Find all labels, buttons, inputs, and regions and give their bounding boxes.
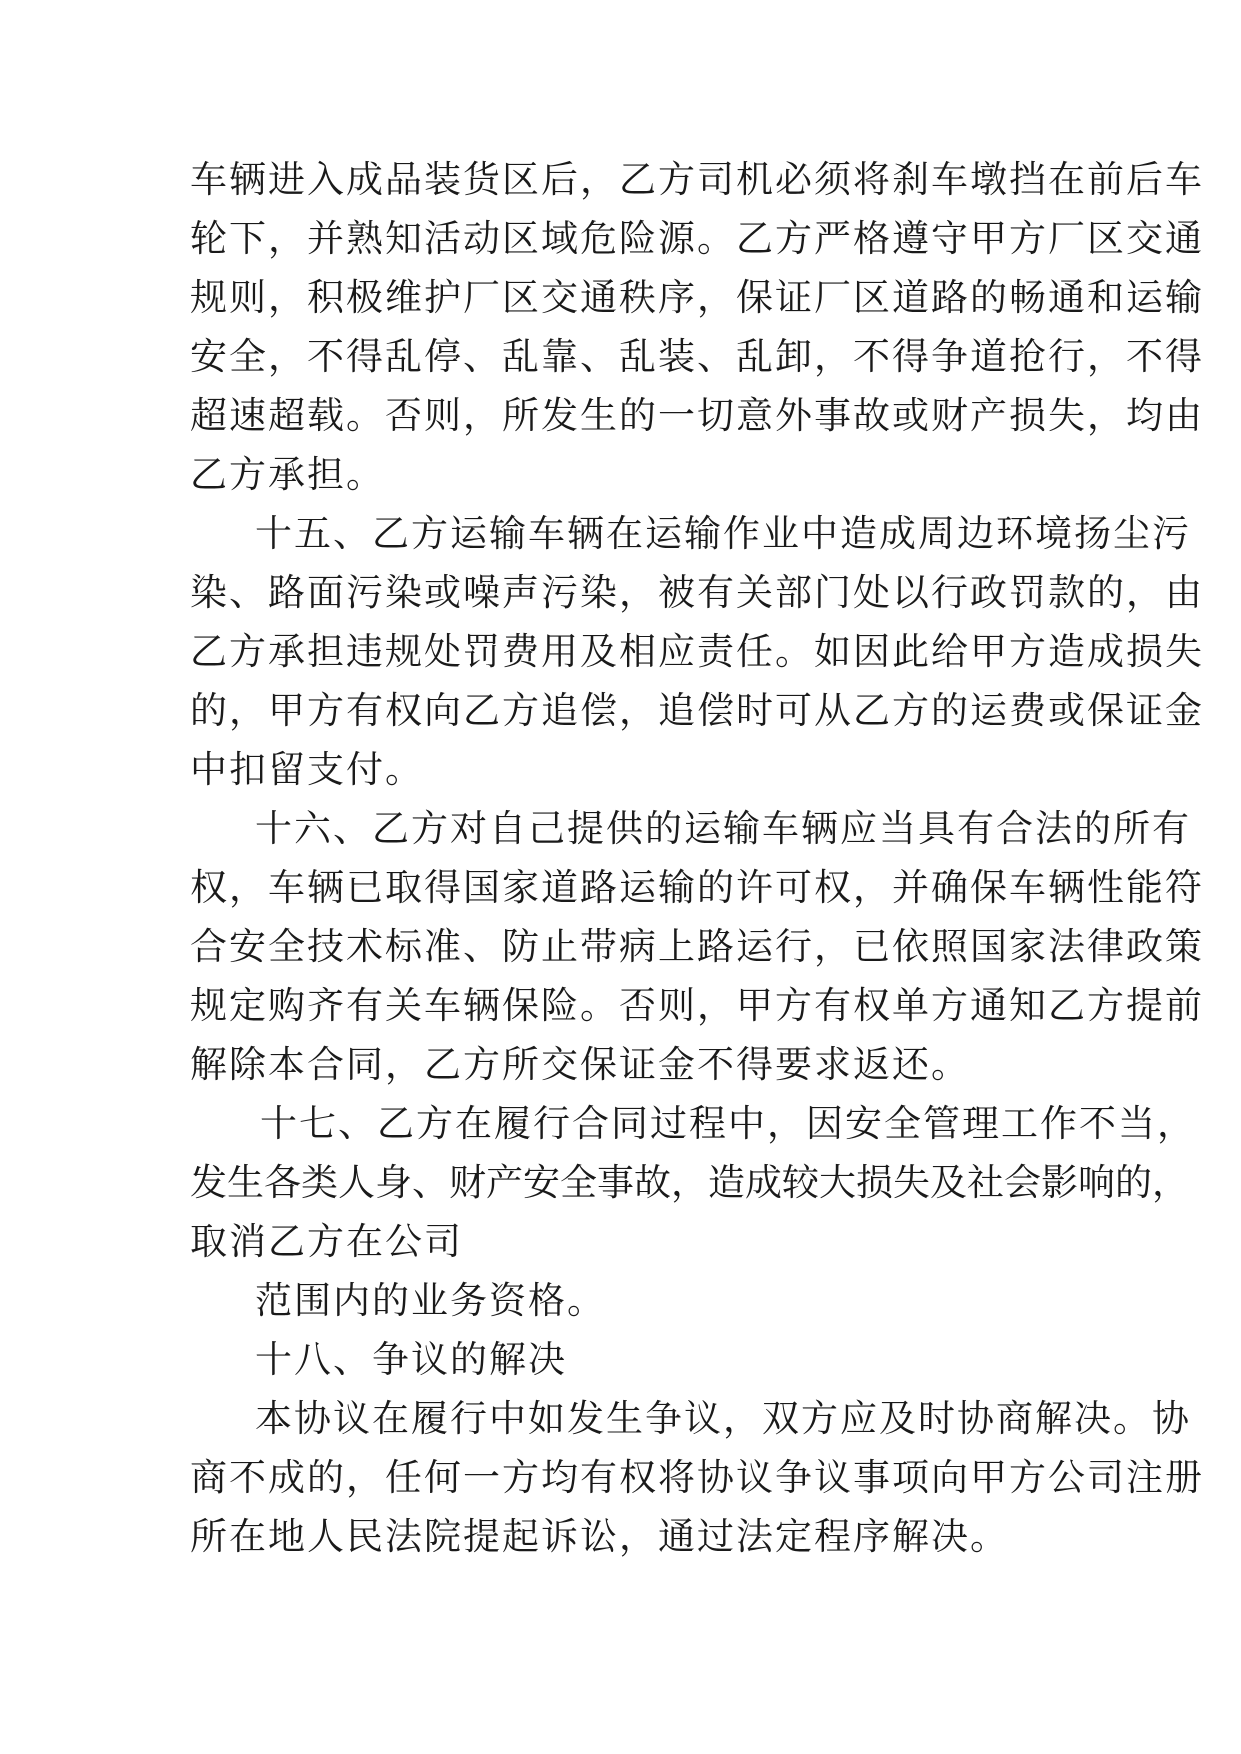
paragraph-line: 所在地人民法院提起诉讼，通过法定程序解决。: [190, 1515, 1009, 1558]
paragraph-line: 乙方承担违规处罚费用及相应责任。如因此给甲方造成损失: [190, 630, 1204, 673]
paragraph-line: 十五、乙方运输车辆在运输作业中造成周边环境扬尘污: [255, 512, 1191, 555]
paragraph-line: 轮下，并熟知活动区域危险源。乙方严格遵守甲方厂区交通: [190, 217, 1204, 260]
paragraph-line: 发生各类人身、财产安全事故，造成较大损失及社会影响的，: [190, 1161, 1189, 1204]
paragraph-line: 解除本合同，乙方所交保证金不得要求返还。: [190, 1043, 970, 1086]
paragraph-line: 本协议在履行中如发生争议，双方应及时协商解决。协: [255, 1397, 1191, 1440]
paragraph-line: 的，甲方有权向乙方追偿，追偿时可从乙方的运费或保证金: [190, 689, 1204, 732]
paragraph-line: 权，车辆已取得国家道路运输的许可权，并确保车辆性能符: [190, 866, 1204, 909]
paragraph-line: 安全，不得乱停、乱靠、乱装、乱卸，不得争道抢行，不得: [190, 335, 1204, 378]
section-heading: 十八、争议的解决: [255, 1338, 567, 1381]
paragraph-line: 十六、乙方对自己提供的运输车辆应当具有合法的所有: [255, 807, 1191, 850]
paragraph-line: 商不成的，任何一方均有权将协议争议事项向甲方公司注册: [190, 1456, 1204, 1499]
paragraph-line: 范围内的业务资格。: [255, 1279, 606, 1322]
paragraph-line: 乙方承担。: [190, 453, 385, 496]
paragraph-line: 合安全技术标准、防止带病上路运行，已依照国家法律政策: [190, 925, 1204, 968]
paragraph-line: 十七、乙方在履行合同过程中，因安全管理工作不当，: [260, 1102, 1196, 1145]
paragraph-line: 取消乙方在公司: [190, 1220, 463, 1263]
paragraph-line: 中扣留支付。: [190, 748, 424, 791]
paragraph-line: 规定购齐有关车辆保险。否则，甲方有权单方通知乙方提前: [190, 984, 1204, 1027]
paragraph-line: 染、路面污染或噪声污染，被有关部门处以行政罚款的，由: [190, 571, 1204, 614]
paragraph-line: 超速超载。否则，所发生的一切意外事故或财产损失，均由: [190, 394, 1204, 437]
paragraph-line: 规则，积极维护厂区交通秩序，保证厂区道路的畅通和运输: [190, 276, 1204, 319]
paragraph-line: 车辆进入成品装货区后，乙方司机必须将刹车墩挡在前后车: [190, 158, 1204, 201]
